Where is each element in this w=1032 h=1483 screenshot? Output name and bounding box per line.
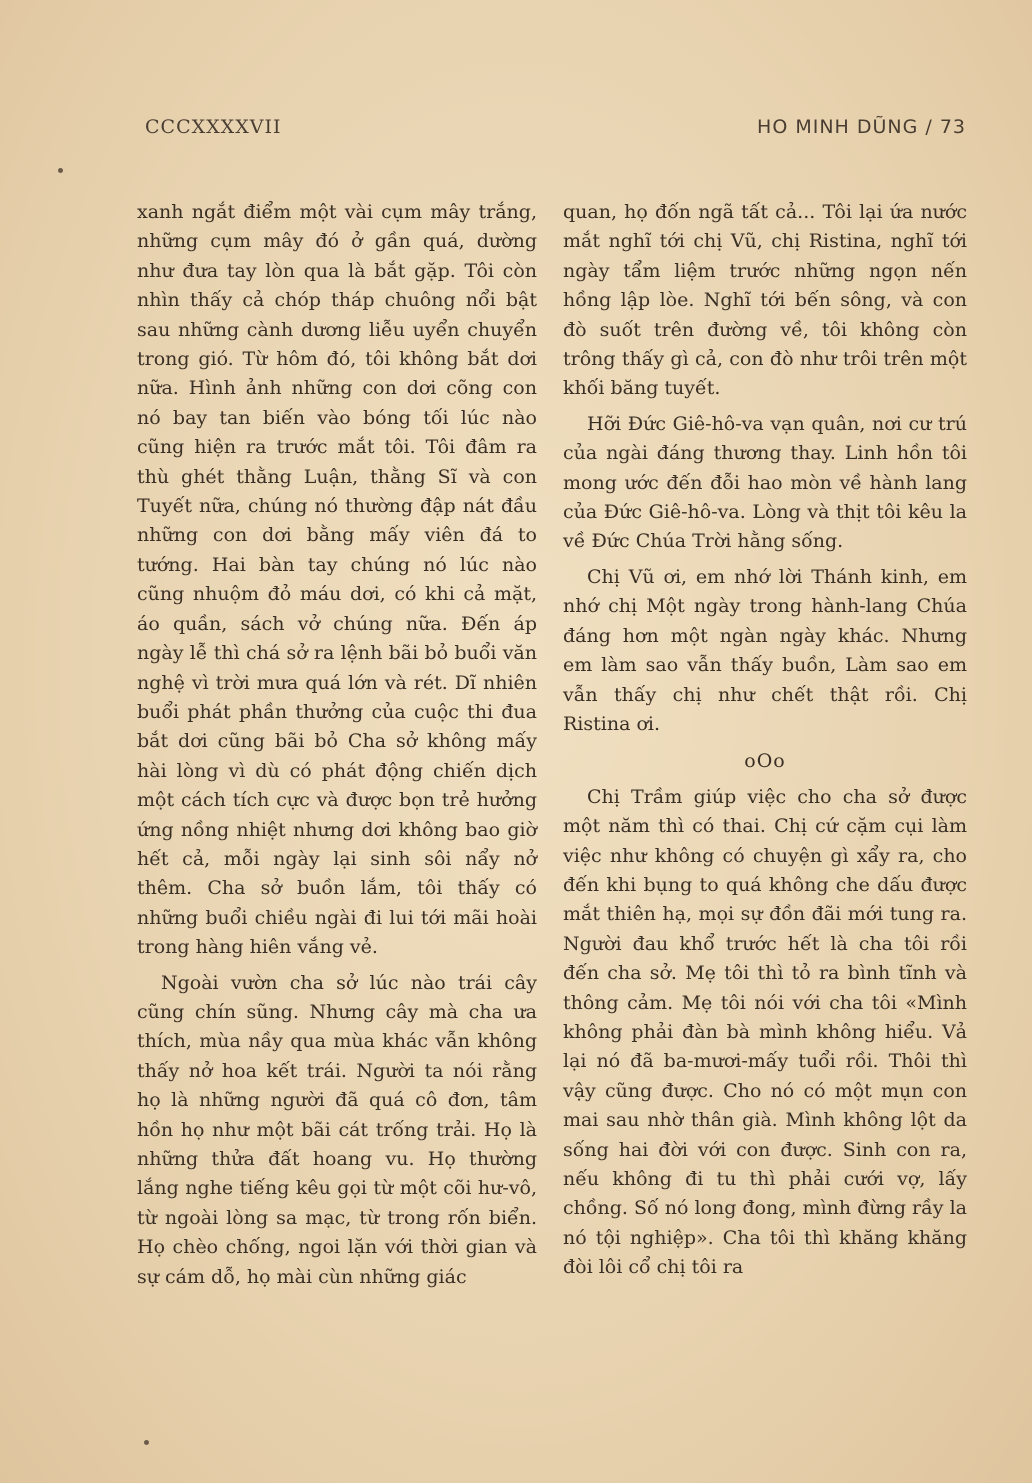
print-speck	[144, 1440, 149, 1445]
left-text-column	[137, 198, 537, 1292]
paragraph: Chị Trầm giúp việc cho cha sở được một năm thì có thai. Chị cứ cặm cụi làm việc như không có chuyện gì xẩy ra, cho đến khi bụng to quá không che dấu được mắt thiên hạ, mọi sự đồn đãi mới tung ra. Người đau khổ trước hết là cha tôi rồi đến cha sở. Mẹ tôi thì tỏ ra bình tĩnh và thông cảm. Mẹ tôi nói với cha tôi «Mình không phải đàn bà mình không hiểu. Vả lại nó đã ba-mươi-mấy tuổi rồi. Thôi thì vậy cũng được. Cho nó có một mụn con mai sau nhờ thân già. Mình không lột da sống hai đời với con được. Sinh con ra, nếu không đi tu thì phải cưới vợ, lấy chồng. Số nó long đong, mình đừng rầy la nó tội nghiệp». Cha tôi thì khăng khăng đòi lôi cổ chị tôi ra	[563, 785, 967, 1279]
paragraph: xanh ngắt điểm một vài cụm mây trắng, những cụm mây đó ở gần quá, dường như đưa tay lòn qua là bắt gặp. Tôi còn nhìn thấy cả chóp tháp chuông nổi bật sau những cành dương liễu uyển chuyển trong gió. Từ hôm đó, tôi không bắt dơi nữa. Hình ảnh những con dơi cõng con nó bay tan biến vào bóng tối lúc nào cũng hiện ra trước mắt tôi. Tôi đâm ra thù ghét thằng Luận, thằng Sĩ và con Tuyết nữa, chúng nó thường đập nát đầu những con dơi bằng mấy viên đá to tướng. Hai bàn tay chúng nó lúc nào cũng nhuộm đỏ máu dơi, có khi cả mặt, áo quần, sách vở chúng nữa. Đến áp ngày lễ thì chá sở ra lệnh bãi bỏ buổi văn nghệ vì trời mưa quá lớn và rét. Dĩ nhiên buổi phát phần thưởng của cuộc thi đua bắt dơi cũng bãi bỏ Cha sở không mấy hài lòng vì dù có phát động chiến dịch một cách tích cực và được bọn trẻ hưởng ứng nồng nhiệt nhưng dơi không bao giờ hết cả, mỗi ngày lại sinh sôi nẩy nở thêm. Cha sở buồn lắm, tôi thấy có những buổi chiều ngài đi lui tới mãi hoài trong hàng hiên vắng vẻ.	[137, 201, 537, 959]
section-separator: oOo	[744, 750, 786, 773]
paragraph: quan, họ đốn ngã tất cả... Tôi lại ứa nước mắt nghĩ tới chị Vũ, chị Ristina, nghĩ tới ngày tẩm liệm trước những ngọn nến hồng lập lòe. Nghĩ tới bến sông, và con đò suốt trên đường về, tôi không còn trông thấy gì cả, con đò như trôi trên một khối băng tuyết.	[563, 201, 967, 400]
paragraph: Hỡi Đức Giê-hô-va vạn quân, nơi cư trú của ngài đáng thương thay. Linh hồn tôi mong ước đến đỗi hao mòn về hành lang của Đức Giê-hô-va. Lòng và thịt tôi kêu la về Đức Chúa Trời hằng sống.	[563, 412, 967, 553]
print-speck	[58, 168, 63, 173]
running-header	[145, 116, 966, 148]
chapter-number: CCCXXXXVII	[145, 116, 282, 138]
paragraph: Ngoài vườn cha sở lúc nào trái cây cũng chín sũng. Nhưng cây mà cha ưa thích, mùa nầy qua mùa khác vẫn không thấy nở hoa kết trái. Người ta nói rằng họ là những người đã quá cô đơn, tâm hồn họ như một bãi cát trống trải. Họ là những thửa đất hoang vu. Họ thường lắng nghe tiếng kêu gọi từ một cõi hư-vô, từ ngoài lòng sa mạc, từ trong rốn biển. Họ chèo chống, ngoi lặn với thời gian và sự cám dỗ, họ mài cùn những giác	[137, 971, 537, 1288]
author-page-number: HO MINH DŨNG / 73	[757, 116, 966, 138]
right-text-column	[563, 198, 967, 1283]
paragraph: Chị Vũ ơi, em nhớ lời Thánh kinh, em nhớ chị Một ngày trong hành-lang Chúa đáng hơn một ngàn ngày khác. Nhưng em làm sao vẫn thấy buồn, Làm sao em vẫn thấy chị như chết thật rồi. Chị Ristina ơi.	[563, 565, 967, 735]
